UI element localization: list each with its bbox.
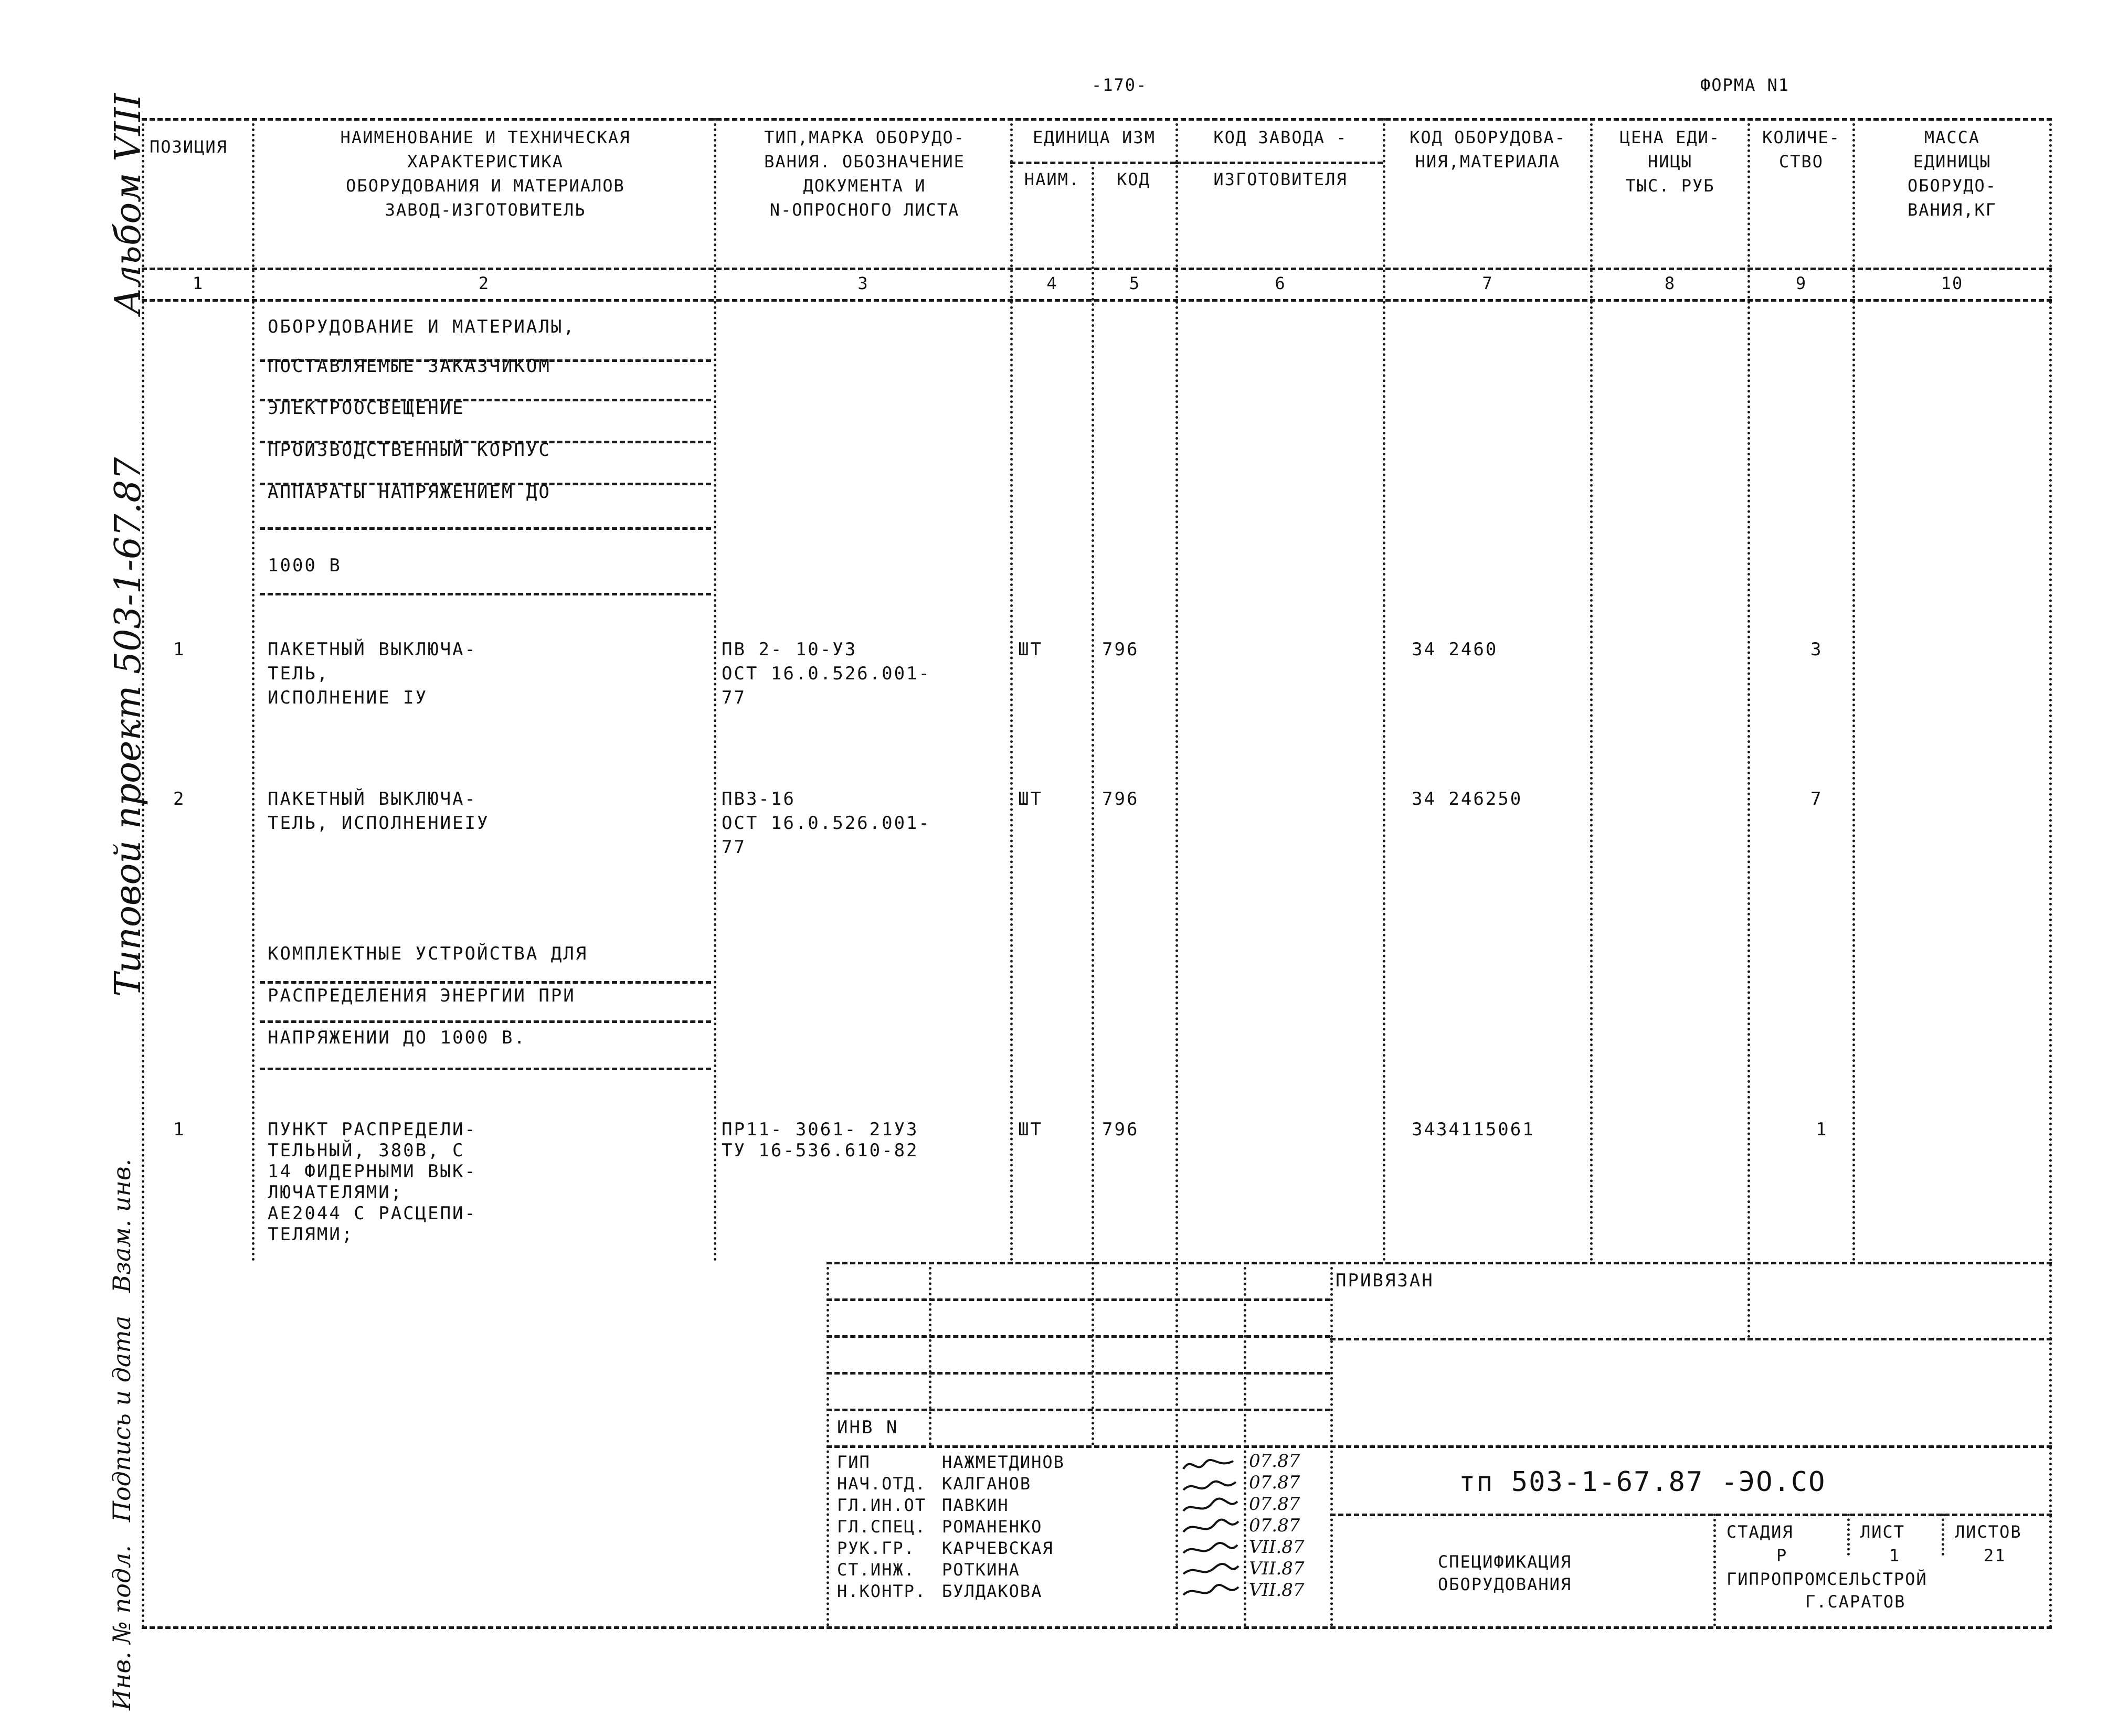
col-line bbox=[142, 118, 144, 1629]
role: СТ.ИНЖ. bbox=[837, 1560, 915, 1580]
item-type: 77 bbox=[722, 687, 746, 708]
colnum: 1 bbox=[192, 273, 204, 293]
rule bbox=[260, 593, 711, 595]
header-name-l3: ОБОРУДОВАНИЯ И МАТЕРИАЛОВ bbox=[346, 176, 625, 196]
date: VII.87 bbox=[1249, 1537, 1305, 1558]
item-unit-code: 796 bbox=[1102, 789, 1139, 810]
rule bbox=[260, 527, 711, 530]
project-label: Типовой проект 503-1-67.87 bbox=[108, 457, 149, 997]
item-name: ТЕЛЬ, ИСПОЛНЕНИЕIУ bbox=[268, 813, 490, 834]
item-qty: 7 bbox=[1810, 789, 1823, 810]
rule-factory-split bbox=[1175, 162, 1383, 164]
item-position: 1 bbox=[173, 1119, 186, 1140]
tb-line bbox=[1713, 1514, 1716, 1626]
item-name: ТЕЛЬНЫЙ, 380В, С bbox=[268, 1140, 465, 1161]
role: РУК.ГР. bbox=[837, 1538, 915, 1558]
header-code-l2: НИЯ,МАТЕРИАЛА bbox=[1415, 152, 1561, 172]
header-mass-l3: ОБОРУДО- bbox=[1907, 176, 1997, 196]
tb-line bbox=[1092, 1262, 1094, 1445]
date: 07.87 bbox=[1249, 1451, 1300, 1472]
org-name: ГИПРОПРОМСЕЛЬСТРОЙ bbox=[1726, 1569, 1927, 1589]
date: VII.87 bbox=[1249, 1558, 1305, 1579]
header-factory-l2: ИЗГОТОВИТЕЛЯ bbox=[1213, 169, 1348, 189]
colnum: 9 bbox=[1795, 273, 1807, 293]
sheets-label: ЛИСТОВ bbox=[1955, 1522, 2022, 1542]
item-qty: 3 bbox=[1810, 639, 1823, 660]
rule bbox=[260, 1068, 711, 1070]
item-name: ПАКЕТНЫЙ ВЫКЛЮЧА- bbox=[268, 639, 477, 660]
tb-line bbox=[929, 1262, 931, 1445]
tb-line bbox=[1942, 1514, 1944, 1556]
header-mass-l4: ВАНИЯ,КГ bbox=[1907, 200, 1997, 220]
role: ГЛ.СПЕЦ. bbox=[837, 1517, 927, 1537]
tb-rule bbox=[827, 1409, 1330, 1411]
role: НАЧ.ОТД. bbox=[837, 1474, 927, 1494]
person: КАРЧЕВСКАЯ bbox=[942, 1538, 1054, 1558]
section-line: АППАРАТЫ НАПРЯЖЕНИЕМ ДО bbox=[268, 482, 551, 503]
header-unit: ЕДИНИЦА ИЗМ bbox=[1033, 127, 1156, 147]
header-position: ПОЗИЦИЯ bbox=[150, 137, 228, 157]
item-type: 77 bbox=[722, 837, 746, 858]
person: РОТКИНА bbox=[942, 1560, 1020, 1580]
item-name: ПАКЕТНЫЙ ВЫКЛЮЧА- bbox=[268, 789, 477, 810]
section-line: КОМПЛЕКТНЫЕ УСТРОЙСТВА ДЛЯ bbox=[268, 943, 588, 964]
tb-rule bbox=[827, 1335, 1330, 1338]
date: VII.87 bbox=[1249, 1580, 1305, 1601]
header-type-l3: ДОКУМЕНТА И bbox=[803, 176, 926, 196]
form-label: ФОРМА N1 bbox=[1700, 75, 1790, 95]
item-position: 1 bbox=[173, 639, 186, 660]
rule-bottom bbox=[142, 1626, 2052, 1629]
doc-code: тп 503-1-67.87 -ЭО.СО bbox=[1459, 1466, 1826, 1498]
rule-header bbox=[142, 268, 2052, 270]
tb-line bbox=[1175, 1262, 1178, 1626]
item-unit-code: 796 bbox=[1102, 1119, 1139, 1140]
tb-rule bbox=[827, 1298, 1330, 1301]
tb-line bbox=[1847, 1514, 1850, 1556]
header-name-l4: ЗАВОД-ИЗГОТОВИТЕЛЬ bbox=[385, 200, 586, 220]
sheet-value: 1 bbox=[1889, 1546, 1901, 1565]
item-name: ПУНКТ РАСПРЕДЕЛИ- bbox=[268, 1119, 477, 1140]
tb-line bbox=[1747, 1262, 1750, 1338]
section-line: ПОСТАВЛЯЕМЫЕ ЗАКАЗЧИКОМ bbox=[268, 356, 551, 377]
item-name: ИСПОЛНЕНИЕ IУ bbox=[268, 687, 428, 708]
tb-rule bbox=[827, 1445, 2052, 1448]
col-line bbox=[2049, 118, 2052, 1629]
section-line: РАСПРЕДЕЛЕНИЯ ЭНЕРГИИ ПРИ bbox=[268, 985, 576, 1006]
rule-top bbox=[142, 118, 2052, 121]
person: БУЛДАКОВА bbox=[942, 1581, 1043, 1601]
item-type: ТУ 16-536.610-82 bbox=[722, 1140, 919, 1161]
item-position: 2 bbox=[173, 789, 186, 810]
header-type-l1: ТИП,МАРКА ОБОРУДО- bbox=[764, 127, 965, 147]
item-unit: ШТ bbox=[1018, 639, 1043, 660]
role: ГИП bbox=[837, 1452, 871, 1472]
tb-line bbox=[1244, 1262, 1246, 1626]
section-line: ПРОИЗВОДСТВЕННЫЙ КОРПУС bbox=[268, 440, 551, 461]
header-type-l2: ВАНИЯ. ОБОЗНАЧЕНИЕ bbox=[764, 152, 965, 172]
rule-numbers bbox=[142, 299, 2052, 302]
sheet-label: ЛИСТ bbox=[1860, 1522, 1905, 1542]
item-type: ПВЗ-16 bbox=[722, 789, 796, 810]
header-code-l1: КОД ОБОРУДОВА- bbox=[1410, 127, 1566, 147]
header-mass-l1: МАССА bbox=[1924, 127, 1980, 147]
item-equip-code: 3434115061 bbox=[1412, 1119, 1535, 1140]
colnum: 4 bbox=[1046, 273, 1058, 293]
inv-label: ИНВ N bbox=[837, 1417, 899, 1438]
colnum: 7 bbox=[1482, 273, 1493, 293]
section-line: ЭЛЕКТРООСВЕЩЕНИЕ bbox=[268, 398, 465, 419]
person: ПАВКИН bbox=[942, 1495, 1009, 1515]
header-price-l2: НИЦЫ bbox=[1647, 152, 1693, 172]
date: 07.87 bbox=[1249, 1515, 1300, 1536]
rule bbox=[260, 1020, 711, 1023]
colnum: 6 bbox=[1275, 273, 1286, 293]
header-qty-l1: КОЛИЧЕ- bbox=[1762, 127, 1840, 147]
date: 07.87 bbox=[1249, 1472, 1300, 1493]
header-price-l3: ТЫС. РУБ bbox=[1625, 176, 1715, 196]
header-factory-l1: КОД ЗАВОДА - bbox=[1213, 127, 1348, 147]
header-mass-l2: ЕДИНИЦЫ bbox=[1913, 152, 1992, 172]
item-qty: 1 bbox=[1816, 1119, 1828, 1140]
tb-line bbox=[827, 1262, 829, 1626]
person: НАЖМЕТДИНОВ bbox=[942, 1452, 1065, 1472]
item-unit: ШТ bbox=[1018, 1119, 1043, 1140]
header-type-l4: N-ОПРОСНОГО ЛИСТА bbox=[769, 200, 960, 220]
section-line: НАПРЯЖЕНИИ ДО 1000 В. bbox=[268, 1027, 526, 1048]
doc-title-l2: ОБОРУДОВАНИЯ bbox=[1438, 1574, 1572, 1594]
header-name-l1: НАИМЕНОВАНИЕ И ТЕХНИЧЕСКАЯ bbox=[340, 127, 631, 147]
tb-rule bbox=[827, 1372, 1330, 1375]
doc-title-l1: СПЕЦИФИКАЦИЯ bbox=[1438, 1552, 1572, 1572]
item-name: 14 ФИДЕРНЫМИ ВЫК- bbox=[268, 1161, 477, 1182]
header-name-l2: ХАРАКТЕРИСТИКА bbox=[407, 152, 564, 172]
header-qty-l2: СТВО bbox=[1778, 152, 1824, 172]
colnum: 3 bbox=[857, 273, 869, 293]
tb-rule bbox=[1330, 1338, 2052, 1340]
sheets-value: 21 bbox=[1984, 1546, 2006, 1565]
colnum: 5 bbox=[1129, 273, 1141, 293]
item-equip-code: 34 246250 bbox=[1412, 789, 1523, 810]
item-equip-code: 34 2460 bbox=[1412, 639, 1498, 660]
colnum: 8 bbox=[1664, 273, 1676, 293]
colnum: 10 bbox=[1941, 273, 1964, 293]
role: Н.КОНТР. bbox=[837, 1581, 927, 1601]
tb-rule bbox=[827, 1262, 2052, 1264]
date: 07.87 bbox=[1249, 1494, 1300, 1515]
item-name: ТЕЛЬ, bbox=[268, 663, 330, 684]
item-name: АЕ2044 С РАСЦЕПИ- bbox=[268, 1203, 477, 1224]
header-unit-code: КОД bbox=[1117, 169, 1150, 189]
header-price-l1: ЦЕНА ЕДИ- bbox=[1619, 127, 1721, 147]
item-type: ОСТ 16.0.526.001- bbox=[722, 663, 931, 684]
role: ГЛ.ИН.ОТ bbox=[837, 1495, 927, 1515]
stage-value: Р bbox=[1776, 1546, 1788, 1565]
section-line: ОБОРУДОВАНИЕ И МАТЕРИАЛЫ, bbox=[268, 316, 576, 337]
tb-line bbox=[1330, 1262, 1333, 1626]
page-number: -170- bbox=[1092, 75, 1148, 95]
colnum: 2 bbox=[478, 273, 490, 293]
item-unit: ШТ bbox=[1018, 789, 1043, 810]
org-city: Г.САРАТОВ bbox=[1805, 1592, 1906, 1612]
item-unit-code: 796 bbox=[1102, 639, 1139, 660]
signatures bbox=[1181, 1453, 1241, 1611]
item-name: ТЕЛЯМИ; bbox=[268, 1224, 354, 1245]
item-type: ОСТ 16.0.526.001- bbox=[722, 813, 931, 834]
item-type: ПР11- 3061- 21УЗ bbox=[722, 1119, 919, 1140]
col-line bbox=[1092, 162, 1094, 1262]
item-name: ЛЮЧАТЕЛЯМИ; bbox=[268, 1182, 404, 1203]
item-type: ПВ 2- 10-УЗ bbox=[722, 639, 857, 660]
person: РОМАНЕНКО bbox=[942, 1517, 1043, 1537]
section-line: 1000 В bbox=[268, 555, 342, 576]
header-unit-name: НАИМ. bbox=[1024, 169, 1081, 189]
stage-label: СТАДИЯ bbox=[1726, 1522, 1794, 1542]
privyazan-label: ПРИВЯЗАН bbox=[1336, 1270, 1434, 1291]
margin-stamp: Инв. № подл. Подпись и дата Взам. инв. bbox=[108, 1158, 136, 1710]
person: КАЛГАНОВ bbox=[942, 1474, 1032, 1494]
album-label: Альбом VIII bbox=[108, 93, 149, 315]
